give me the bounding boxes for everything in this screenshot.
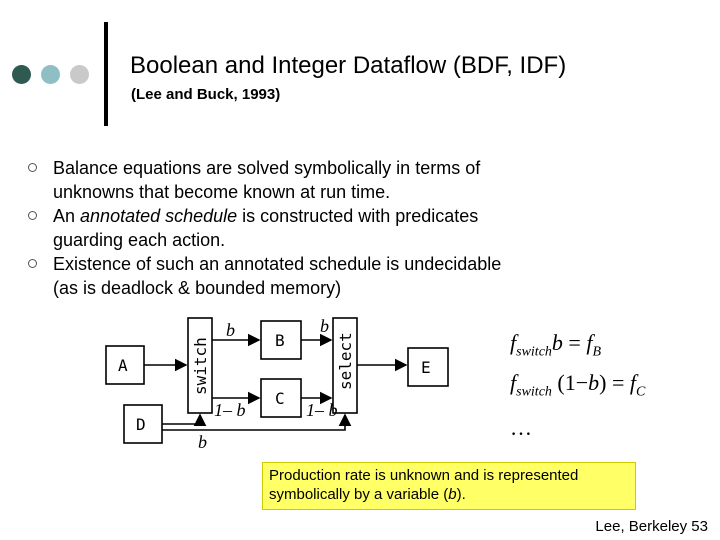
actor-c-label: C	[275, 389, 285, 408]
bullet-item: Existence of such an annotated schedule is undecidable (as is deadlock & bounded memory)	[28, 252, 528, 300]
note-text: Production rate is unknown and is represented symbolically by a variable (b).	[269, 467, 579, 503]
bullet-item: An annotated schedule is constructed with predicates guarding each action.	[28, 204, 528, 252]
actor-select-label: select	[336, 332, 355, 390]
edge-label-not-b: 1– b	[214, 400, 246, 420]
slide-subtitle: (Lee and Buck, 1993)	[131, 86, 281, 103]
equation-b: $f_{switch}b = f_B$	[510, 330, 602, 360]
actor-e-label: E	[421, 358, 431, 377]
bullet-item: Balance equations are solved symbolically in terms of unknowns that become known at run time.	[28, 156, 528, 204]
slide-title: Boolean and Integer Dataflow (BDF, IDF)	[130, 52, 567, 79]
actor-switch-label: switch	[191, 337, 210, 395]
edge-label-b-right: b	[320, 316, 329, 336]
edge-label-not-b-right: 1– b	[306, 400, 338, 420]
slide-footer: Lee, Berkeley 53	[595, 518, 708, 535]
edge-label-b-bottom: b	[198, 432, 207, 452]
actor-b-label: B	[275, 331, 285, 350]
note-callout	[262, 462, 636, 510]
emphasis-text: annotated schedule	[80, 206, 238, 226]
actor-d-label: D	[136, 415, 146, 434]
actor-a-label: A	[118, 356, 128, 375]
edge-label-b: b	[226, 320, 235, 340]
equation-ellipsis: …	[510, 415, 532, 440]
equation-c: $f_{switch}$ $(1-b) = f_C$	[510, 370, 646, 400]
